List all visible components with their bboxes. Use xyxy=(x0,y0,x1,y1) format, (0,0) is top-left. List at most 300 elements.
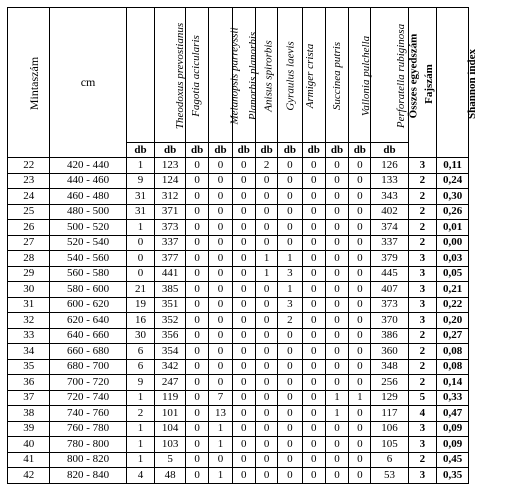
cell-fajszam: 3 xyxy=(408,282,437,298)
cell-species-count: 0 xyxy=(278,220,302,236)
cell-shannon: 0,24 xyxy=(437,173,469,189)
cell-species-count: 0 xyxy=(302,452,325,468)
cell-total: 133 xyxy=(371,173,408,189)
cell-species-count: 312 xyxy=(155,189,186,205)
cell-species-count: 0 xyxy=(278,235,302,251)
cell-mintaszam: 39 xyxy=(8,421,50,437)
cell-species-count: 0 xyxy=(325,251,348,267)
cell-total: 386 xyxy=(371,328,408,344)
cell-species-count: 31 xyxy=(126,204,155,220)
cell-shannon: 0,09 xyxy=(437,437,469,453)
table-row xyxy=(8,158,469,174)
cell-species-count: 0 xyxy=(232,173,255,189)
cell-species-count: 1 xyxy=(126,390,155,406)
cell-total: 370 xyxy=(371,313,408,329)
cell-species-count: 0 xyxy=(186,359,209,375)
cell-species-count: 0 xyxy=(209,173,232,189)
cell-species-count: 0 xyxy=(278,390,302,406)
cell-species-count: 0 xyxy=(325,375,348,391)
cell-species-count: 0 xyxy=(349,173,371,189)
cell-species-count: 0 xyxy=(349,266,371,282)
cell-species-count: 0 xyxy=(209,235,232,251)
cell-cm: 820 - 840 xyxy=(50,468,126,484)
cell-shannon: 0,22 xyxy=(437,297,469,313)
cell-species-count: 0 xyxy=(325,282,348,298)
header-species-4 xyxy=(232,8,275,143)
cell-species-count: 441 xyxy=(155,266,186,282)
cell-species-count: 0 xyxy=(255,189,277,205)
cell-total: 348 xyxy=(371,359,408,375)
cell-shannon: 0,08 xyxy=(437,344,469,360)
cell-species-count: 0 xyxy=(278,344,302,360)
cell-cm: 780 - 800 xyxy=(50,437,126,453)
cell-species-count: 123 xyxy=(155,158,186,174)
cell-species-count: 0 xyxy=(186,344,209,360)
cell-total: 126 xyxy=(371,158,408,174)
species-label: Succinea putris xyxy=(330,41,343,111)
cell-fajszam: 4 xyxy=(408,406,437,422)
cell-cm: 520 - 540 xyxy=(50,235,126,251)
species-label: Anisus spirorbis xyxy=(262,40,275,112)
species-label: Fagotia acicularis xyxy=(190,35,203,117)
cell-species-count: 0 xyxy=(278,437,302,453)
cell-species-count: 0 xyxy=(255,344,277,360)
cell-mintaszam: 32 xyxy=(8,313,50,329)
unit-cell: db xyxy=(278,143,302,158)
cell-shannon: 0,45 xyxy=(437,452,469,468)
cell-shannon: 0,11 xyxy=(437,158,469,174)
cell-species-count: 0 xyxy=(302,158,325,174)
unit-cell: db xyxy=(349,143,371,158)
cell-species-count: 0 xyxy=(255,204,277,220)
cell-cm: 640 - 660 xyxy=(50,328,126,344)
species-label: Planorbis planorbis xyxy=(247,31,260,121)
cell-species-count: 0 xyxy=(255,359,277,375)
cell-species-count: 101 xyxy=(155,406,186,422)
cell-species-count: 0 xyxy=(349,251,371,267)
cell-species-count: 0 xyxy=(278,158,302,174)
cell-species-count: 0 xyxy=(186,220,209,236)
cell-species-count: 0 xyxy=(209,220,232,236)
cell-species-count: 0 xyxy=(232,235,255,251)
cell-species-count: 352 xyxy=(155,313,186,329)
cell-mintaszam: 26 xyxy=(8,220,50,236)
unit-cell: db xyxy=(209,143,232,158)
cell-total: 256 xyxy=(371,375,408,391)
cell-species-count: 1 xyxy=(126,220,155,236)
cell-species-count: 0 xyxy=(278,204,302,220)
cell-species-count: 0 xyxy=(232,344,255,360)
cell-species-count: 21 xyxy=(126,282,155,298)
cell-species-count: 0 xyxy=(349,204,371,220)
cell-shannon: 0,14 xyxy=(437,375,469,391)
cell-species-count: 342 xyxy=(155,359,186,375)
cell-species-count: 0 xyxy=(255,220,277,236)
cell-species-count: 0 xyxy=(302,375,325,391)
cell-total: 373 xyxy=(371,297,408,313)
table-row xyxy=(8,173,469,189)
species-label: Armiger crista xyxy=(304,43,317,109)
cell-cm: 620 - 640 xyxy=(50,313,126,329)
cell-species-count: 0 xyxy=(255,421,277,437)
cell-species-count: 0 xyxy=(255,452,277,468)
cell-species-count: 0 xyxy=(232,189,255,205)
cell-species-count: 0 xyxy=(209,266,232,282)
cell-species-count: 1 xyxy=(209,421,232,437)
table-row xyxy=(8,344,469,360)
cell-species-count: 0 xyxy=(325,468,348,484)
cell-mintaszam: 27 xyxy=(8,235,50,251)
cell-species-count: 0 xyxy=(209,282,232,298)
cell-mintaszam: 35 xyxy=(8,359,50,375)
cell-total: 117 xyxy=(371,406,408,422)
cell-species-count: 0 xyxy=(325,359,348,375)
cell-species-count: 0 xyxy=(349,313,371,329)
header-species-0 xyxy=(126,8,186,143)
cell-species-count: 0 xyxy=(278,359,302,375)
cell-species-count: 0 xyxy=(232,406,255,422)
cell-mintaszam: 24 xyxy=(8,189,50,205)
cell-species-count: 0 xyxy=(325,452,348,468)
cell-species-count: 0 xyxy=(186,390,209,406)
header-mintaszam xyxy=(8,8,50,158)
table-row xyxy=(8,328,469,344)
cell-mintaszam: 42 xyxy=(8,468,50,484)
cell-species-count: 3 xyxy=(278,266,302,282)
unit-cell: db xyxy=(302,143,325,158)
cell-species-count: 0 xyxy=(255,235,277,251)
cell-species-count: 0 xyxy=(325,421,348,437)
cell-shannon: 0,20 xyxy=(437,313,469,329)
table-row xyxy=(8,406,469,422)
cell-species-count: 0 xyxy=(209,204,232,220)
cell-shannon: 0,09 xyxy=(437,421,469,437)
header-fajszam-label: Fajszám xyxy=(422,63,435,104)
cell-species-count: 2 xyxy=(126,406,155,422)
cell-species-count: 0 xyxy=(209,313,232,329)
cell-mintaszam: 36 xyxy=(8,375,50,391)
table-row xyxy=(8,313,469,329)
cell-shannon: 0,21 xyxy=(437,282,469,298)
cell-species-count: 0 xyxy=(232,468,255,484)
cell-species-count: 337 xyxy=(155,235,186,251)
cell-species-count: 0 xyxy=(232,359,255,375)
cell-mintaszam: 31 xyxy=(8,297,50,313)
cell-fajszam: 2 xyxy=(408,235,437,251)
cell-species-count: 0 xyxy=(255,406,277,422)
cell-species-count: 356 xyxy=(155,328,186,344)
cell-shannon: 0,08 xyxy=(437,359,469,375)
cell-species-count: 0 xyxy=(232,204,255,220)
cell-species-count: 2 xyxy=(255,158,277,174)
cell-species-count: 0 xyxy=(232,220,255,236)
cell-species-count: 0 xyxy=(278,328,302,344)
cell-species-count: 0 xyxy=(278,406,302,422)
cell-species-count: 0 xyxy=(325,437,348,453)
cell-species-count: 0 xyxy=(302,313,325,329)
table-row xyxy=(8,375,469,391)
cell-species-count: 0 xyxy=(209,251,232,267)
header-species-8 xyxy=(325,8,373,143)
cell-species-count: 103 xyxy=(155,437,186,453)
cell-species-count: 0 xyxy=(302,468,325,484)
cell-species-count: 0 xyxy=(186,313,209,329)
table-row xyxy=(8,359,469,375)
species-label: Theodoxus prevostianus xyxy=(173,22,186,130)
species-label: Perforatella rubiginosa xyxy=(395,23,408,129)
cell-species-count: 0 xyxy=(232,158,255,174)
cell-cm: 660 - 680 xyxy=(50,344,126,360)
cell-cm: 760 - 780 xyxy=(50,421,126,437)
cell-species-count: 0 xyxy=(349,158,371,174)
cell-species-count: 0 xyxy=(278,468,302,484)
cell-species-count: 0 xyxy=(232,251,255,267)
cell-species-count: 7 xyxy=(209,390,232,406)
cell-species-count: 0 xyxy=(255,282,277,298)
cell-species-count: 247 xyxy=(155,375,186,391)
cell-fajszam: 3 xyxy=(408,468,437,484)
cell-species-count: 0 xyxy=(186,421,209,437)
cell-species-count: 0 xyxy=(255,313,277,329)
cell-shannon: 0,03 xyxy=(437,251,469,267)
cell-shannon: 0,27 xyxy=(437,328,469,344)
table-row xyxy=(8,251,469,267)
cell-species-count: 0 xyxy=(255,468,277,484)
cell-species-count: 0 xyxy=(349,406,371,422)
cell-species-count: 0 xyxy=(302,406,325,422)
header-species-5 xyxy=(255,8,297,143)
cell-species-count: 9 xyxy=(126,375,155,391)
cell-species-count: 0 xyxy=(302,282,325,298)
table-row xyxy=(8,220,469,236)
table-row xyxy=(8,235,469,251)
cell-species-count: 0 xyxy=(302,266,325,282)
cell-species-count: 0 xyxy=(209,344,232,360)
cell-fajszam: 2 xyxy=(408,220,437,236)
cell-fajszam: 3 xyxy=(408,313,437,329)
cell-species-count: 0 xyxy=(186,452,209,468)
cell-species-count: 5 xyxy=(155,452,186,468)
cell-total: 106 xyxy=(371,421,408,437)
cell-species-count: 0 xyxy=(255,297,277,313)
cell-species-count: 0 xyxy=(349,452,371,468)
cell-mintaszam: 22 xyxy=(8,158,50,174)
cell-species-count: 0 xyxy=(209,297,232,313)
header-species-7 xyxy=(302,8,343,143)
cell-cm: 740 - 760 xyxy=(50,406,126,422)
cell-species-count: 6 xyxy=(126,359,155,375)
table-row xyxy=(8,266,469,282)
cell-species-count: 0 xyxy=(186,297,209,313)
cell-fajszam: 2 xyxy=(408,344,437,360)
cell-species-count: 0 xyxy=(349,235,371,251)
cell-species-count: 0 xyxy=(349,437,371,453)
cell-total: 379 xyxy=(371,251,408,267)
table-row xyxy=(8,297,469,313)
cell-species-count: 0 xyxy=(186,375,209,391)
cell-species-count: 0 xyxy=(302,328,325,344)
cell-species-count: 0 xyxy=(126,251,155,267)
cell-fajszam: 3 xyxy=(408,421,437,437)
cell-species-count: 1 xyxy=(209,468,232,484)
cell-shannon: 0,30 xyxy=(437,189,469,205)
cell-total: 129 xyxy=(371,390,408,406)
cell-species-count: 1 xyxy=(126,437,155,453)
cell-species-count: 0 xyxy=(209,158,232,174)
cell-total: 337 xyxy=(371,235,408,251)
cell-fajszam: 2 xyxy=(408,328,437,344)
cell-species-count: 0 xyxy=(302,235,325,251)
cell-species-count: 1 xyxy=(126,421,155,437)
cell-shannon: 0,01 xyxy=(437,220,469,236)
cell-cm: 720 - 740 xyxy=(50,390,126,406)
table-row xyxy=(8,468,469,484)
cell-species-count: 0 xyxy=(302,220,325,236)
cell-mintaszam: 29 xyxy=(8,266,50,282)
cell-species-count: 0 xyxy=(325,173,348,189)
cell-fajszam: 2 xyxy=(408,173,437,189)
mollusc-data-table xyxy=(7,7,479,484)
cell-species-count: 0 xyxy=(349,297,371,313)
cell-mintaszam: 33 xyxy=(8,328,50,344)
header-osszes xyxy=(371,8,420,143)
cell-species-count: 0 xyxy=(325,189,348,205)
cell-species-count: 354 xyxy=(155,344,186,360)
cell-species-count: 0 xyxy=(278,173,302,189)
cell-species-count: 0 xyxy=(278,421,302,437)
cell-cm: 700 - 720 xyxy=(50,375,126,391)
cell-species-count: 0 xyxy=(349,468,371,484)
cell-species-count: 0 xyxy=(325,204,348,220)
data-table-container xyxy=(7,7,479,484)
cell-species-count: 0 xyxy=(209,328,232,344)
cell-cm: 540 - 560 xyxy=(50,251,126,267)
unit-cell: db xyxy=(186,143,209,158)
cell-species-count: 31 xyxy=(126,189,155,205)
cell-species-count: 377 xyxy=(155,251,186,267)
cell-species-count: 0 xyxy=(186,328,209,344)
cell-shannon: 0,05 xyxy=(437,266,469,282)
header-fajszam xyxy=(408,8,437,158)
header-mintaszam-label: Mintaszám xyxy=(27,56,42,110)
cell-species-count: 0 xyxy=(302,173,325,189)
cell-species-count: 0 xyxy=(186,173,209,189)
cell-cm: 500 - 520 xyxy=(50,220,126,236)
cell-species-count: 0 xyxy=(209,452,232,468)
cell-species-count: 0 xyxy=(186,235,209,251)
cell-species-count: 0 xyxy=(232,375,255,391)
cell-species-count: 119 xyxy=(155,390,186,406)
cell-species-count: 0 xyxy=(349,328,371,344)
cell-species-count: 0 xyxy=(232,452,255,468)
header-shannon-label: Shannon index xyxy=(466,48,479,119)
cell-species-count: 9 xyxy=(126,173,155,189)
cell-species-count: 0 xyxy=(325,158,348,174)
cell-mintaszam: 23 xyxy=(8,173,50,189)
cell-total: 6 xyxy=(371,452,408,468)
cell-fajszam: 2 xyxy=(408,189,437,205)
cell-mintaszam: 34 xyxy=(8,344,50,360)
cell-species-count: 0 xyxy=(255,173,277,189)
cell-species-count: 0 xyxy=(209,189,232,205)
cell-species-count: 0 xyxy=(126,266,155,282)
cell-species-count: 0 xyxy=(325,328,348,344)
cell-fajszam: 3 xyxy=(408,251,437,267)
cell-species-count: 351 xyxy=(155,297,186,313)
cell-species-count: 0 xyxy=(302,390,325,406)
cell-species-count: 124 xyxy=(155,173,186,189)
cell-species-count: 0 xyxy=(186,189,209,205)
cell-species-count: 13 xyxy=(209,406,232,422)
cell-species-count: 6 xyxy=(126,344,155,360)
table-row xyxy=(8,421,469,437)
cell-species-count: 104 xyxy=(155,421,186,437)
cell-species-count: 0 xyxy=(232,390,255,406)
cell-total: 360 xyxy=(371,344,408,360)
cell-species-count: 0 xyxy=(255,390,277,406)
cell-total: 53 xyxy=(371,468,408,484)
cell-species-count: 0 xyxy=(349,189,371,205)
cell-total: 407 xyxy=(371,282,408,298)
cell-total: 445 xyxy=(371,266,408,282)
cell-species-count: 1 xyxy=(255,266,277,282)
header-species-9 xyxy=(349,8,408,143)
cell-mintaszam: 38 xyxy=(8,406,50,422)
cell-species-count: 1 xyxy=(255,251,277,267)
cell-species-count: 0 xyxy=(325,344,348,360)
unit-cell: db xyxy=(371,143,408,158)
cell-total: 374 xyxy=(371,220,408,236)
cell-mintaszam: 30 xyxy=(8,282,50,298)
cell-species-count: 0 xyxy=(278,189,302,205)
cell-species-count: 0 xyxy=(278,375,302,391)
cell-cm: 560 - 580 xyxy=(50,266,126,282)
cell-species-count: 1 xyxy=(325,390,348,406)
header-shannon xyxy=(437,8,479,158)
unit-cell: db xyxy=(155,143,186,158)
cell-cm: 680 - 700 xyxy=(50,359,126,375)
cell-species-count: 1 xyxy=(126,158,155,174)
cell-species-count: 0 xyxy=(349,220,371,236)
cell-species-count: 4 xyxy=(126,468,155,484)
cell-fajszam: 3 xyxy=(408,297,437,313)
cell-mintaszam: 28 xyxy=(8,251,50,267)
cell-species-count: 0 xyxy=(302,204,325,220)
species-label: Vallonia pulchella xyxy=(360,35,373,117)
cell-species-count: 2 xyxy=(278,313,302,329)
header-species-2 xyxy=(186,8,241,143)
cell-cm: 600 - 620 xyxy=(50,297,126,313)
cell-cm: 420 - 440 xyxy=(50,158,126,174)
cell-species-count: 0 xyxy=(349,359,371,375)
cell-species-count: 0 xyxy=(209,359,232,375)
cell-species-count: 0 xyxy=(209,375,232,391)
cell-species-count: 1 xyxy=(278,251,302,267)
table-row xyxy=(8,437,469,453)
cell-shannon: 0,26 xyxy=(437,204,469,220)
cell-mintaszam: 25 xyxy=(8,204,50,220)
cell-species-count: 0 xyxy=(302,421,325,437)
cell-species-count: 0 xyxy=(255,375,277,391)
cell-species-count: 1 xyxy=(349,390,371,406)
cell-species-count: 1 xyxy=(325,406,348,422)
header-species-6 xyxy=(278,8,317,143)
cell-species-count: 0 xyxy=(126,235,155,251)
table-row xyxy=(8,452,469,468)
cell-species-count: 16 xyxy=(126,313,155,329)
cell-shannon: 0,35 xyxy=(437,468,469,484)
cell-species-count: 3 xyxy=(278,297,302,313)
